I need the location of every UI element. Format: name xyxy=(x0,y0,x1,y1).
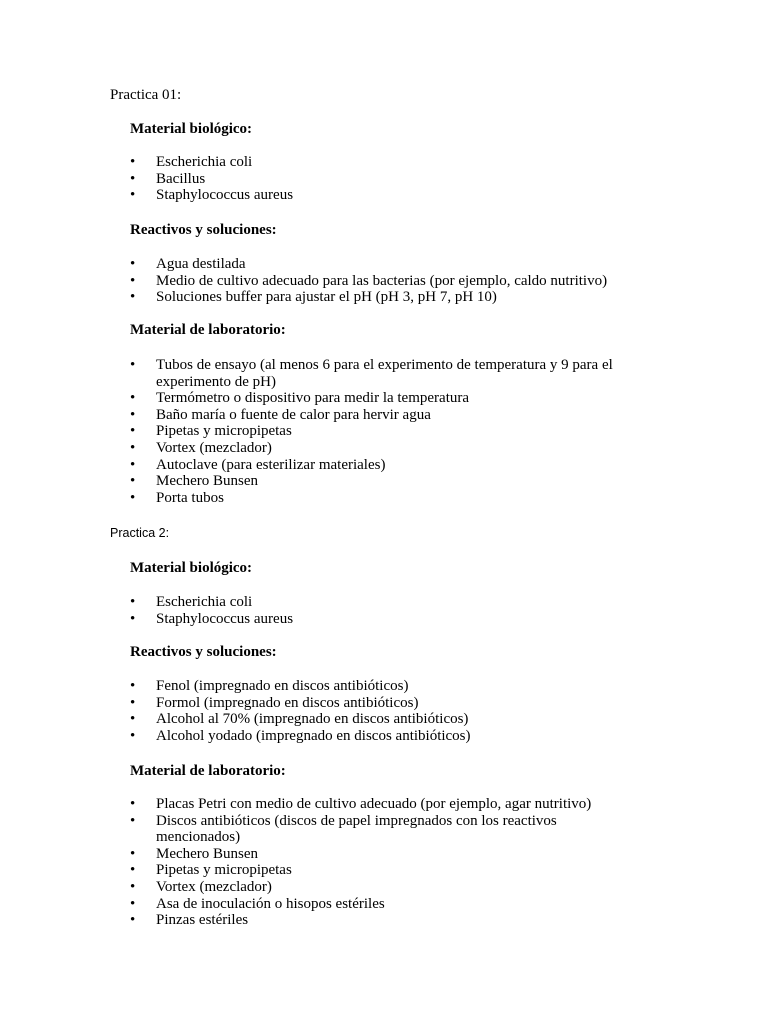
list-item-text: Vortex (mezclador) xyxy=(156,878,272,895)
p2-reactivos-heading: Reactivos y soluciones: xyxy=(130,644,277,660)
p2-bio-list xyxy=(130,594,640,627)
list-item-text: Discos antibióticos (discos de papel impregnados con los reactivos mencionados) xyxy=(156,812,557,846)
list-item xyxy=(130,154,640,171)
list-item-text: Pinzas estériles xyxy=(156,912,249,929)
list-item-text: Fenol (impregnado en discos antibióticos) xyxy=(156,678,409,694)
list-item-text: Medio de cultivo adecuado para las bacterias (por ejemplo, caldo nutritivo) xyxy=(156,272,608,289)
p1-reactivos-heading: Reactivos y soluciones: xyxy=(130,222,277,238)
list-item-text: Mechero Bunsen xyxy=(156,845,259,862)
bullet-icon: • xyxy=(130,406,136,423)
list-item-text: Pipetas y micropipetas xyxy=(156,423,292,440)
bullet-icon: • xyxy=(130,439,136,456)
list-item xyxy=(130,796,640,813)
list-item xyxy=(130,846,640,863)
list-item xyxy=(130,862,640,879)
list-item-text: Vortex (mezclador) xyxy=(156,439,272,456)
list-item xyxy=(130,912,640,929)
list-item-text: Formol (impregnado en discos antibióticos) xyxy=(156,694,419,711)
bullet-icon: • xyxy=(130,678,136,694)
p1-bio-heading: Material biológico: xyxy=(130,121,253,137)
p2-lab-list xyxy=(130,796,640,929)
list-item-text: Termómetro o dispositivo para medir la temperatura xyxy=(156,390,470,407)
bullet-icon: • xyxy=(130,845,136,862)
p1-bio-list xyxy=(130,154,640,204)
list-item-text: Soluciones buffer para ajustar el pH (pH 3, pH 7, pH 10) xyxy=(156,289,497,306)
list-item-text: Pipetas y micropipetas xyxy=(156,862,292,879)
bullet-icon: • xyxy=(130,289,136,306)
list-item-text: Tubos de ensayo (al menos 6 para el experimento de temperatura y 9 para el experimento de pH) xyxy=(156,357,613,390)
list-item xyxy=(130,171,640,188)
bullet-icon: • xyxy=(130,187,136,204)
list-item xyxy=(130,289,640,306)
list-item-text: Bacillus xyxy=(156,170,206,187)
bullet-icon: • xyxy=(130,862,136,879)
list-item-text: Asa de inoculación o hisopos estériles xyxy=(156,895,385,912)
list-item xyxy=(130,273,640,290)
list-item-text: Baño maría o fuente de calor para hervir agua xyxy=(156,406,431,423)
list-item xyxy=(130,879,640,896)
bullet-icon: • xyxy=(130,489,136,506)
list-item xyxy=(130,407,640,424)
list-item xyxy=(130,357,640,390)
list-item xyxy=(130,695,640,712)
bullet-icon: • xyxy=(130,727,136,744)
p2-lab-heading: Material de laboratorio: xyxy=(130,763,286,779)
bullet-icon: • xyxy=(130,812,136,829)
list-item xyxy=(130,678,640,695)
list-item xyxy=(130,390,640,407)
list-item xyxy=(130,896,640,913)
bullet-icon: • xyxy=(130,473,136,490)
bullet-icon: • xyxy=(130,357,136,373)
bullet-icon: • xyxy=(130,796,136,812)
list-item xyxy=(130,187,640,204)
bullet-icon: • xyxy=(130,272,136,289)
list-item-text: Mechero Bunsen xyxy=(156,473,259,490)
list-item xyxy=(130,594,640,611)
list-item-text: Agua destilada xyxy=(156,256,246,272)
list-item-text: Staphylococcus aureus xyxy=(156,610,294,627)
bullet-icon: • xyxy=(130,912,136,929)
list-item xyxy=(130,711,640,728)
bullet-icon: • xyxy=(130,154,136,170)
bullet-icon: • xyxy=(130,256,136,272)
list-item xyxy=(130,473,640,490)
list-item-text: Escherichia coli xyxy=(156,154,253,170)
list-item-text: Placas Petri con medio de cultivo adecuado (por ejemplo, agar nutritivo) xyxy=(156,796,592,812)
list-item-text: Porta tubos xyxy=(156,489,224,506)
bullet-icon: • xyxy=(130,895,136,912)
list-item-text: Alcohol yodado (impregnado en discos antibióticos) xyxy=(156,727,471,744)
list-item xyxy=(130,440,640,457)
list-item xyxy=(130,813,640,846)
bullet-icon: • xyxy=(130,456,136,473)
bullet-icon: • xyxy=(130,694,136,711)
list-item-text: Alcohol al 70% (impregnado en discos antibióticos) xyxy=(156,711,469,728)
bullet-icon: • xyxy=(130,878,136,895)
bullet-icon: • xyxy=(130,711,136,728)
list-item xyxy=(130,256,640,273)
p2-reactivos-list xyxy=(130,678,640,744)
p1-lab-heading: Material de laboratorio: xyxy=(130,322,286,338)
list-item-text: Escherichia coli xyxy=(156,594,253,610)
bullet-icon: • xyxy=(130,390,136,407)
bullet-icon: • xyxy=(130,610,136,627)
p1-reactivos-list xyxy=(130,256,640,306)
practica-2-title: Practica 2: xyxy=(110,526,170,540)
bullet-icon: • xyxy=(130,170,136,187)
list-item-text: Autoclave (para esterilizar materiales) xyxy=(156,456,386,473)
p2-bio-heading: Material biológico: xyxy=(130,560,253,576)
list-item xyxy=(130,490,640,507)
list-item-text: Staphylococcus aureus xyxy=(156,187,294,204)
bullet-icon: • xyxy=(130,423,136,440)
list-item xyxy=(130,457,640,474)
practica-1-title: Practica 01: xyxy=(110,87,182,103)
p1-lab-list xyxy=(130,357,640,506)
list-item xyxy=(130,423,640,440)
bullet-icon: • xyxy=(130,594,136,610)
list-item xyxy=(130,728,640,745)
list-item xyxy=(130,611,640,628)
